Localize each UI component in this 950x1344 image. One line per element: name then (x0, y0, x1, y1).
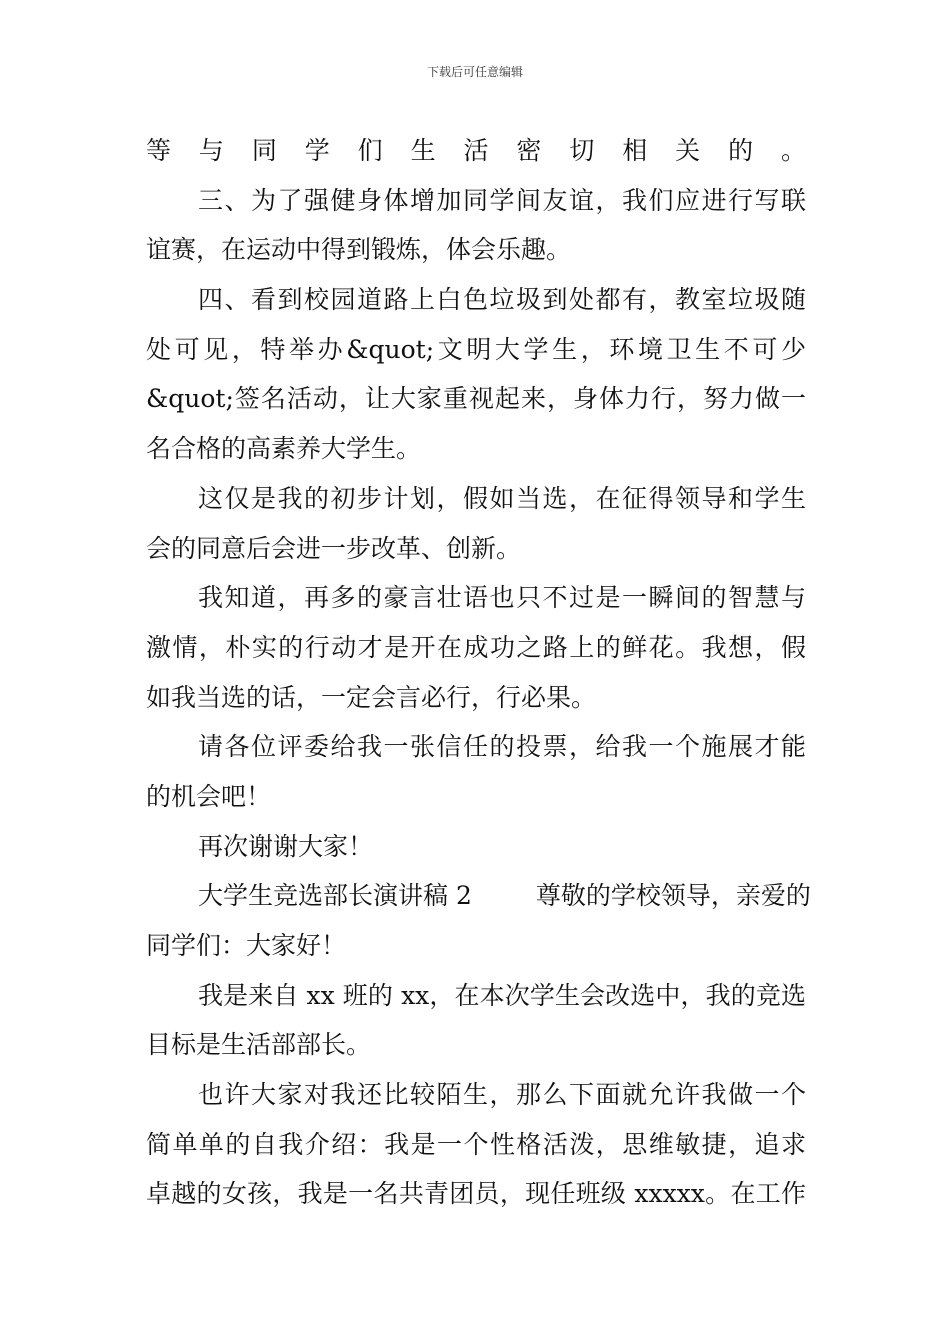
text-line: 我是来自 xx 班的 xx，在本次学生会改选中，我的竞选 (198, 980, 806, 1010)
page-header: 下载后可任意编辑 (426, 65, 523, 79)
text-line: 激情，朴实的行动才是开在成功之路上的鲜花。我想，假 (146, 632, 806, 662)
text-line: 名合格的高素养大学生。 (146, 434, 422, 464)
text-line: 简单单的自我介绍：我是一个性格活泼，思维敏捷，追求 (146, 1129, 806, 1159)
text-line: &quot;签名活动，让大家重视起来，身体力行，努力做一 (146, 384, 806, 414)
text-line: 谊赛，在运动中得到锻炼，体会乐趣。 (146, 235, 572, 265)
text-line: 这仅是我的初步计划，假如当选，在征得领导和学生 (198, 483, 806, 513)
salutation-start: 尊敬的学校领导，亲爱的 (535, 881, 811, 911)
section-title: 大学生竞选部长演讲稿 2 (198, 881, 472, 911)
text-line: 如我当选的话，一定会言必行，行必果。 (146, 682, 597, 712)
text-line: 会的同意后会进一步改革、创新。 (146, 533, 522, 563)
text-line: 处可见，特举办&quot;文明大学生，环境卫生不可少 (146, 334, 806, 364)
document-body (146, 126, 811, 1219)
text-line: 四、看到校园道路上白色垃圾到处都有，教室垃圾随 (198, 285, 806, 315)
text-line: 请各位评委给我一张信任的投票，给我一个施展才能 (198, 732, 806, 762)
text-line: 三、为了强健身体增加同学间友谊，我们应进行写联 (198, 185, 806, 215)
text-line: 同学们：大家好！ (146, 931, 347, 960)
section-title-line (146, 871, 811, 921)
text-line: 也许大家对我还比较陌生，那么下面就允许我做一个 (198, 1080, 806, 1110)
text-line: 的机会吧！ (146, 781, 272, 811)
text-line: 我知道，再多的豪言壮语也只不过是一瞬间的智慧与 (198, 583, 806, 613)
text-line: 卓越的女孩，我是一名共青团员，现任班级 xxxxx。在工作 (146, 1179, 806, 1209)
text-line: 再次谢谢大家！ (198, 831, 374, 861)
text-line: 等与同学们生活密切相关的。 (146, 136, 806, 165)
text-line: 目标是生活部部长。 (146, 1030, 372, 1060)
